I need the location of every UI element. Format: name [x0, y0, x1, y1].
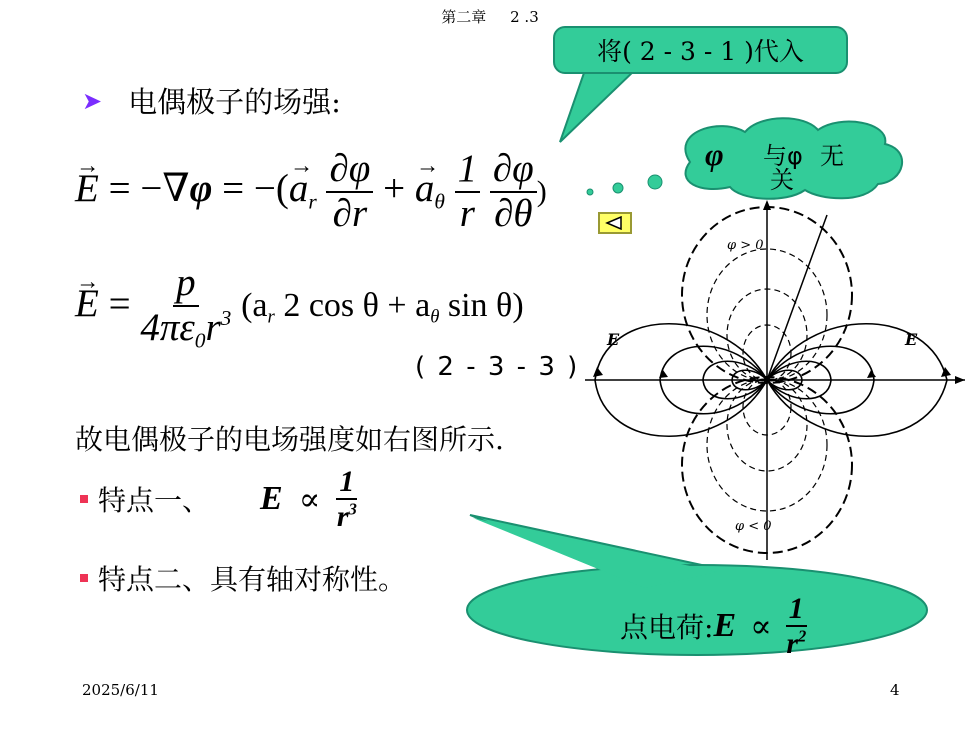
equation-1: → E = −∇φ = −(→ $a_r$ $\frac{\partial\varphi}{\partial r}$ + → $a_\theta$ $\frac{1}{r}$ $\frac{\partial\varphi}{\partial\theta}$ ) — [75, 148, 547, 236]
top-callout — [553, 26, 848, 74]
label-phi-positive: φ > 0 — [727, 238, 764, 253]
square-bullet-icon — [80, 574, 88, 582]
thought-cloud — [560, 112, 960, 202]
cloud-line1: 与φ — [763, 142, 803, 170]
bottom-callout: 点电荷: E ∝ $\frac{1}{r^2}$ — [620, 592, 807, 660]
cloud-line2: 无 — [820, 142, 844, 170]
top-callout-text: 将( 2 - 3 - 1 )代入 — [597, 37, 804, 66]
equation-2: → E = $\frac{p}{4\pi\varepsilon_0r^3}$ ($a_r$ 2 $\cos \theta + a_\theta$ sin θ) — [75, 262, 524, 353]
equation-number: ( 2 - 3 - 3 ) — [415, 352, 580, 382]
dipole-field-diagram — [575, 195, 970, 565]
slide-title — [82, 80, 341, 121]
feature-1: 特点一、 E ∝ $\frac{1}{r^3}$ — [80, 465, 357, 533]
cloud-phi: φ — [705, 136, 724, 172]
section-label: 2 .3 — [510, 8, 539, 26]
cloud-line3: 关 — [770, 166, 794, 194]
title-text: 电偶极子的场强: — [128, 85, 341, 119]
description-text: 故电偶极子的电场强度如右图所示. — [75, 423, 504, 456]
footer-page-number: 4 — [890, 681, 900, 699]
slide-header — [0, 6, 980, 27]
arrow-bullet-icon: ➤ — [82, 86, 103, 115]
square-bullet-icon — [80, 495, 88, 503]
chapter-label: 第二章 — [441, 8, 487, 26]
footer-date: 2025/6/11 — [82, 681, 159, 699]
label-E-right: E — [905, 330, 918, 349]
label-E-left: E — [607, 330, 620, 349]
feature-2: 特点二、具有轴对称性。 — [80, 558, 406, 598]
label-phi-negative: φ < 0 — [735, 519, 772, 534]
